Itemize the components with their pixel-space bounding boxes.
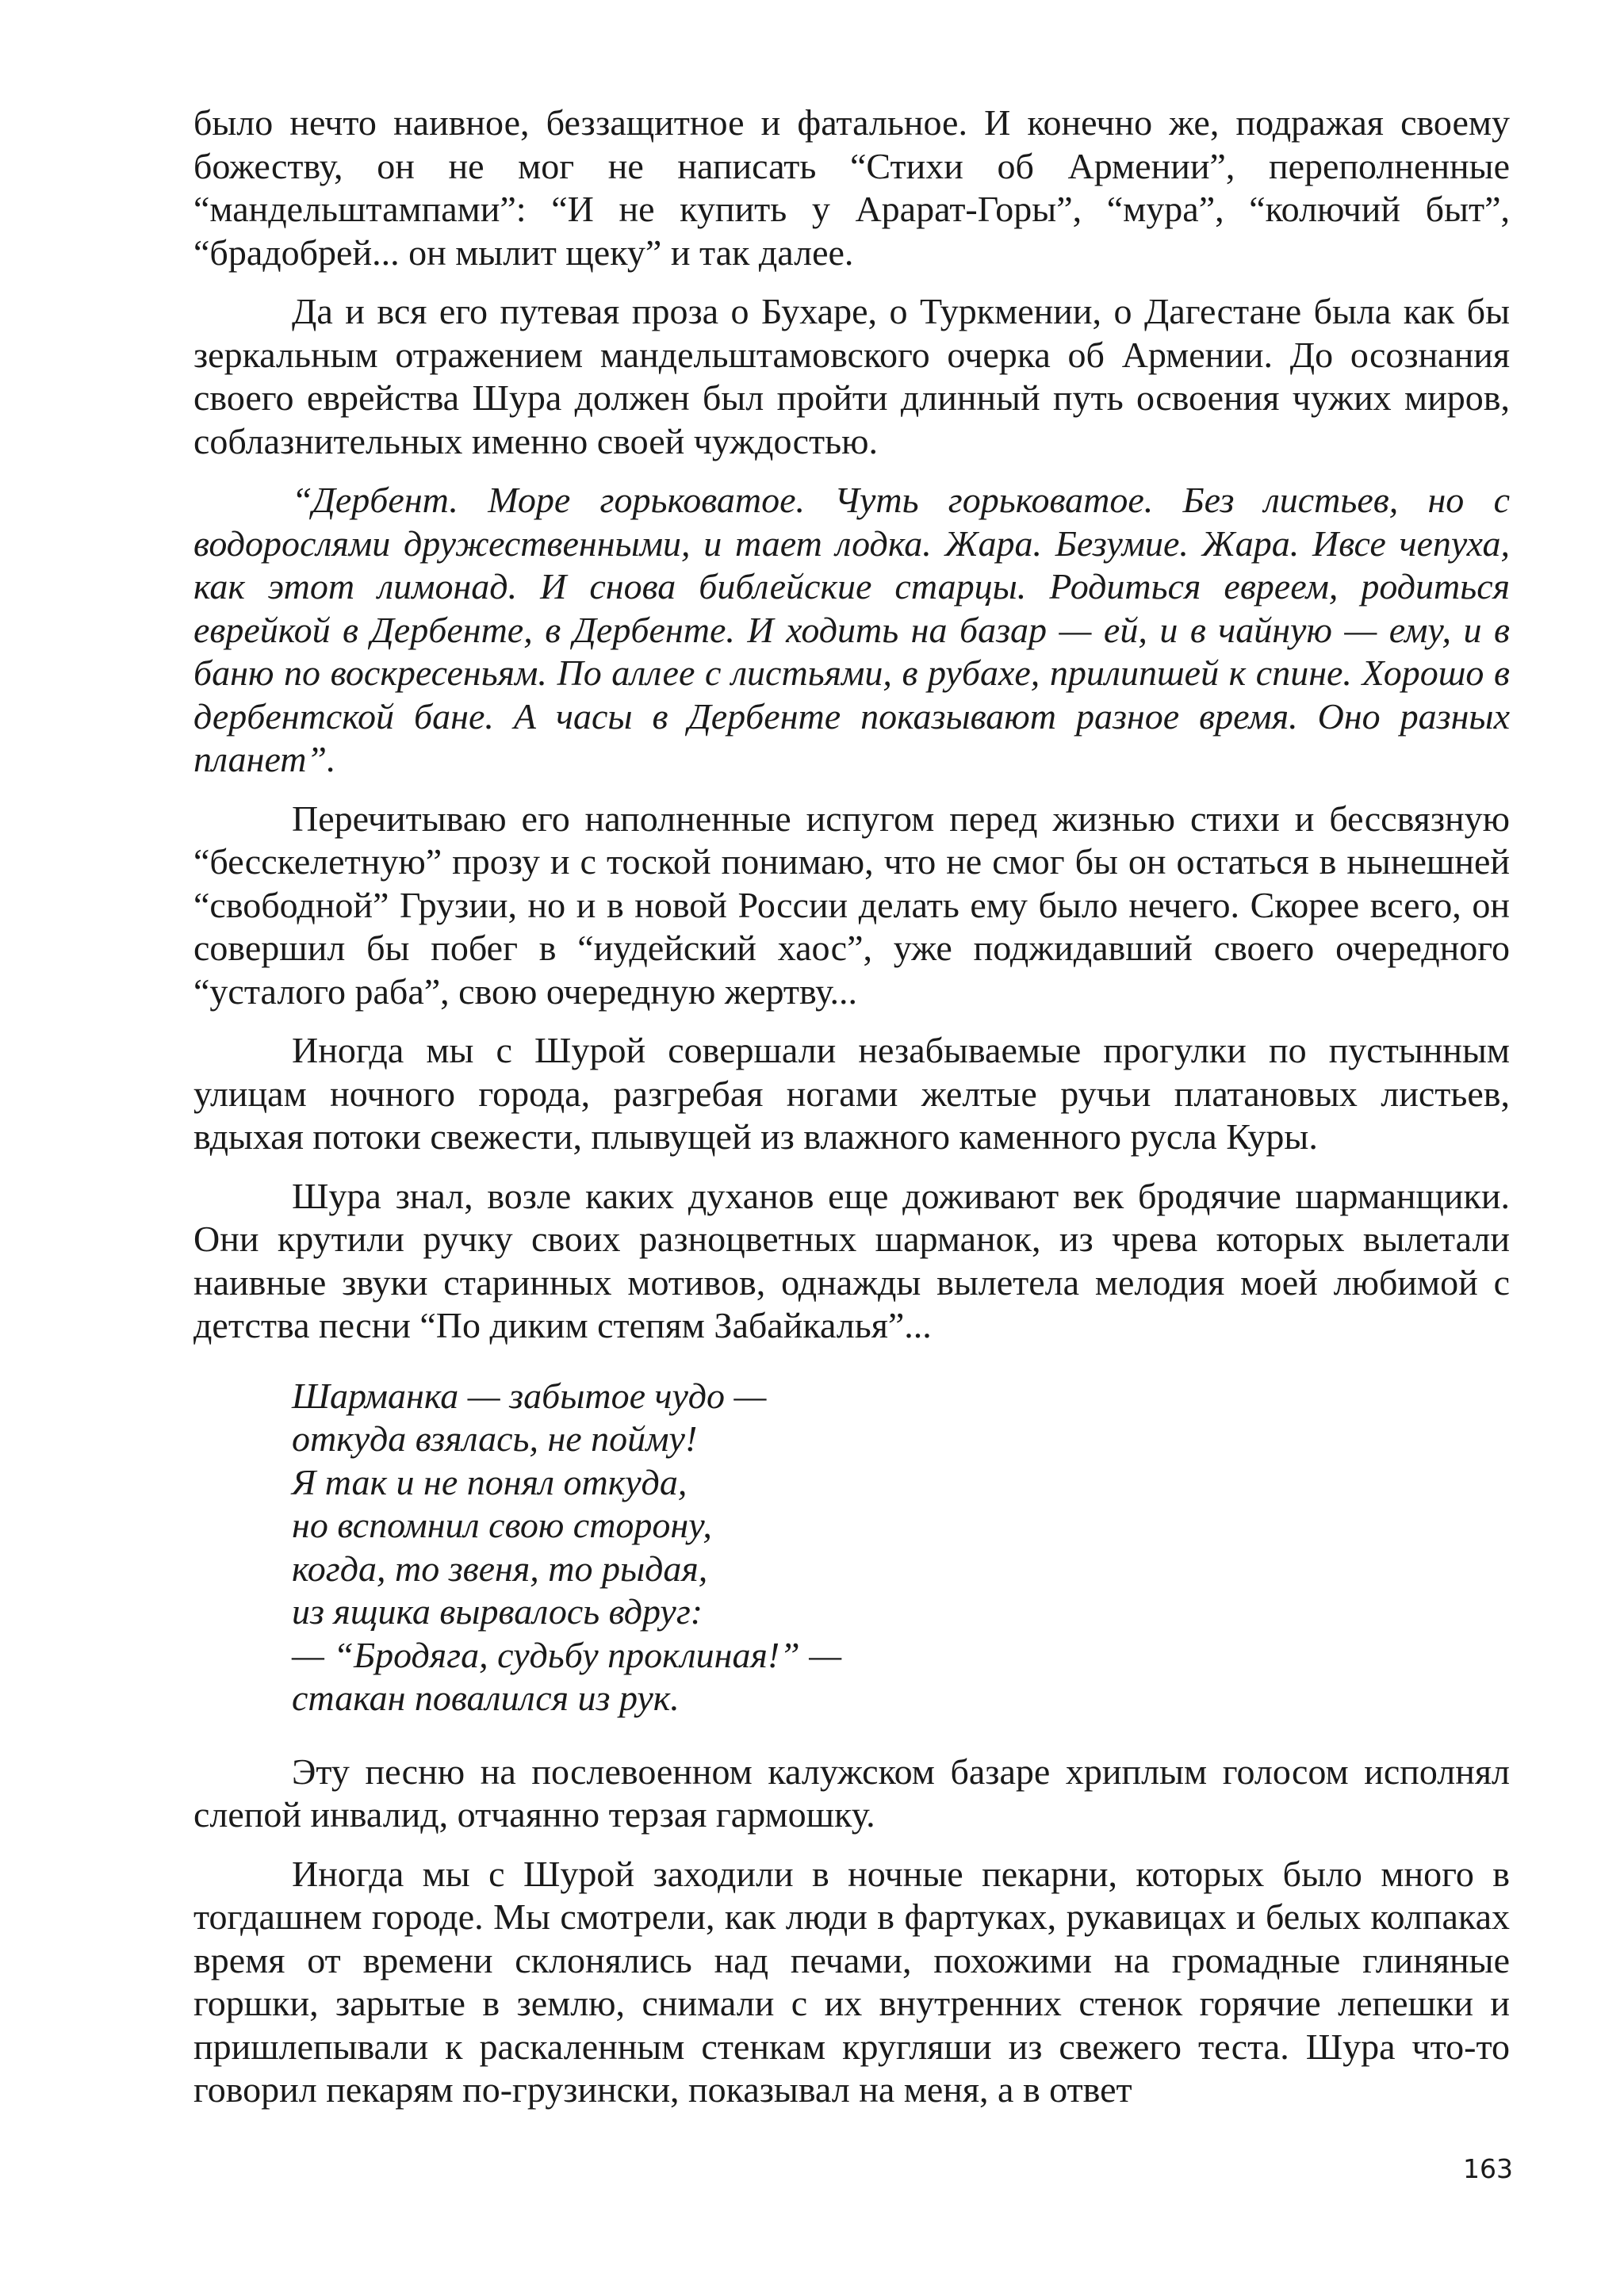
poem-line: Шарманка — забытое чудо — [292,1375,767,1416]
paragraph-4: Иногда мы с Шурой совершали незабываемые прогулки по пустынным улицам ночного города, разгребая ногами желтые ручьи платановых листьев, вдыхая потоки свежести, плывущей из влажного каменного русла Куры. [193,1030,1510,1157]
paragraph-5: Шура знал, возле каких духанов еще доживают век бродячие шарманщики. Они крутили ручку своих разноцветных шарманок, из чрева которых вылетали наивные звуки старинных мотивов, однажды вылетела мелодия моей любимой с детства песни “По диким степям Забайкалья”... [193,1175,1510,1345]
poem-line: — “Бродяга, судьбу проклиная!” — [292,1634,842,1675]
poem-line: стакан повалился из рук. [292,1678,680,1718]
poem-line: откуда взялась, не пойму! [292,1418,698,1459]
poem-sharmanka [292,1375,1510,1720]
poem-line: Я так и не понял откуда, [292,1461,688,1502]
page-number: 163 [1463,2153,1513,2184]
poem-line: но вспомнил свою сторону, [292,1505,712,1545]
poem-line: из ящика вырвалось вдруг: [292,1591,703,1632]
page-body [193,101,1510,2128]
poem-line: когда, то звеня, то рыдая, [292,1548,708,1589]
paragraph-7: Иногда мы с Шурой заходили в ночные пекарни, которых было много в тогдашнем городе. Мы смотрели, как люди в фартуках, рукавицах и белых колпаках время от времени склонялись над печами, похожими на громадные глиняные горшки, зарытые в землю, снимали с их внутренних стенок горячие лепешки и пришлепывали к раскаленным стенкам кругляши из свежего теста. Шура что-то говорил пекарям по-грузински, показывал на меня, а в ответ [193,1853,1510,2110]
paragraph-2: Да и вся его путевая проза о Бухаре, о Туркмении, о Дагестане была как бы зеркальным отражением мандельштамовского очерка об Армении. До осознания своего еврейства Шура должен был пройти длинный путь освоения чужих миров, соблазнительных именно своей чуждостью. [193,291,1510,461]
quote-derbent: “Дербент. Море горьковатое. Чуть горьковатое. Без листьев, но с водорослями дружественными, и тает лодка. Жара. Безумие. Жара. Ивсе чепуха, как этот лимонад. И снова библейские старцы. Родиться евреем, родиться еврейкой в Дербенте, в Дербенте. И ходить на базар — ей, и в чайную — ему, и в баню по воскресеньям. По аллее с листьями, в рубахе, прилипшей к спине. Хорошо в дербентской бане. А часы в Дербенте показывают разное время. Оно разных планет”. [193,480,1510,779]
paragraph-3: Перечитываю его наполненные испугом перед жизнью стихи и бессвязную “бесскелетную” прозу и с тоской понимаю, что не смог бы он остаться в нынешней “свободной” Грузии, но и в новой России делать ему было нечего. Скорее всего, он совершил бы побег в “иудейский хаос”, уже поджидавший своего очередного “усталого раба”, свою очередную жертву... [193,798,1510,1012]
paragraph-1: было нечто наивное, беззащитное и фатальное. И конечно же, подражая своему божеству, он не мог не написать “Стихи об Армении”, переполненные “мандельштампами”: “И не купить у Арарат-Горы”, “мура”, “колючий быт”, “брадобрей... он мылит щеку” и так далее. [193,102,1510,273]
paragraph-6: Эту песню на послевоенном калужском базаре хриплым голосом исполнял слепой инвалид, отчаянно терзая гармошку. [193,1751,1510,1835]
